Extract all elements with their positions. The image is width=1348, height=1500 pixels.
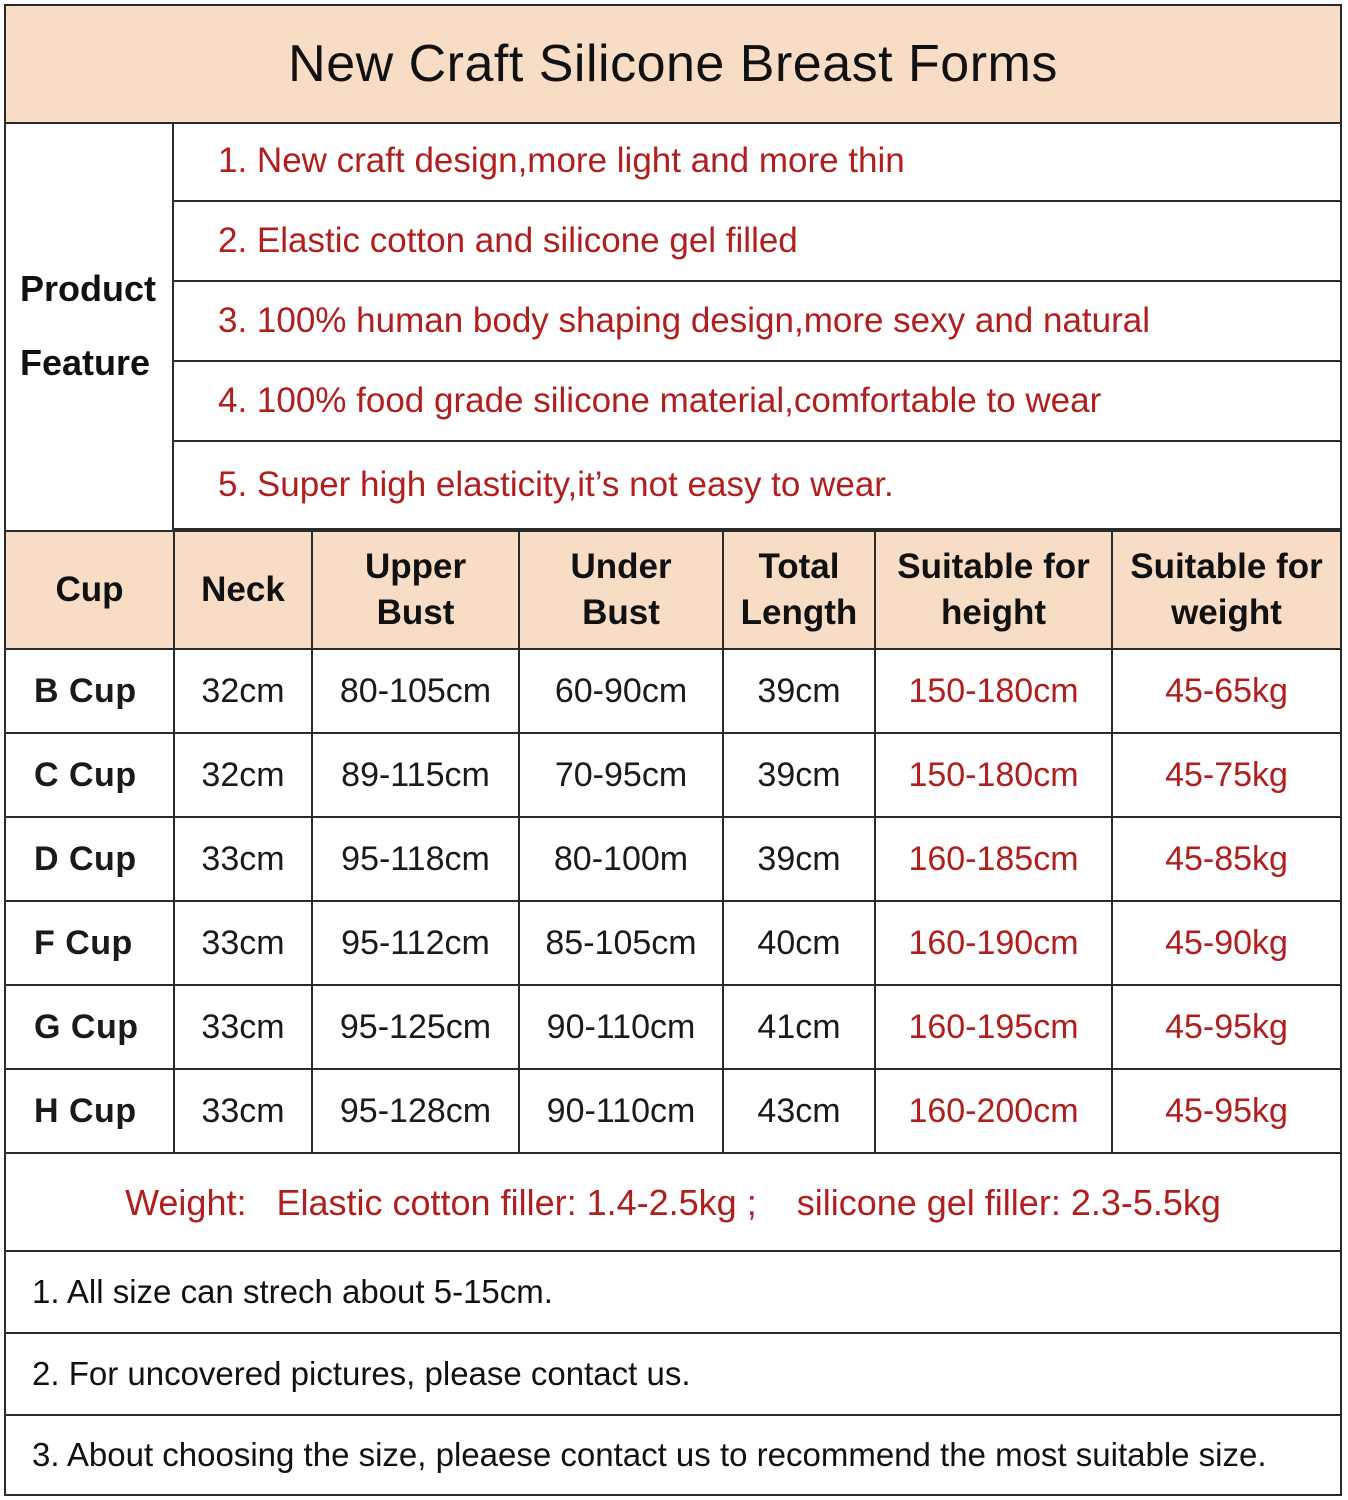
header-suitable-height	[875, 531, 1112, 649]
header-label: Bust	[582, 593, 660, 632]
cell-neck: 33cm	[174, 817, 312, 901]
page-title: New Craft Silicone Breast Forms	[6, 6, 1340, 124]
size-table	[6, 530, 1340, 1154]
size-chart	[4, 4, 1342, 1496]
cell-total-length: 39cm	[723, 733, 875, 817]
cell-height: 160-195cm	[875, 985, 1112, 1069]
cell-cup: F Cup	[6, 901, 174, 985]
table-header-row	[6, 531, 1340, 649]
cell-neck: 33cm	[174, 985, 312, 1069]
header-label: Upper	[364, 547, 467, 586]
header-label: Under	[570, 547, 672, 586]
feature-item: 2. Elastic cotton and silicone gel filled	[174, 202, 1340, 282]
cell-weight: 45-95kg	[1112, 1069, 1340, 1153]
cell-upper-bust: 80-105cm	[312, 649, 519, 733]
cell-height: 150-180cm	[875, 649, 1112, 733]
header-label: height	[941, 593, 1046, 632]
note-item: 3. About choosing the size, pleaese contact us to recommend the most suitable size.	[32, 1436, 1267, 1473]
cell-under-bust: 80-100m	[519, 817, 723, 901]
feature-label-line1: Product	[20, 268, 157, 309]
cell-cup: H Cup	[6, 1069, 174, 1153]
header-label: Suitable for	[1130, 547, 1323, 586]
table-row	[6, 1069, 1340, 1153]
cell-height: 160-185cm	[875, 817, 1112, 901]
feature-label-line2: Feature	[20, 342, 151, 383]
feature-list	[174, 122, 1340, 530]
cell-height: 160-190cm	[875, 901, 1112, 985]
cell-under-bust: 85-105cm	[519, 901, 723, 985]
feature-item: 3. 100% human body shaping design,more sexy and natural	[174, 282, 1340, 362]
cell-height: 150-180cm	[875, 733, 1112, 817]
table-row	[6, 649, 1340, 733]
cell-upper-bust: 95-128cm	[312, 1069, 519, 1153]
cell-weight: 45-65kg	[1112, 649, 1340, 733]
cell-cup: C Cup	[6, 733, 174, 817]
cell-weight: 45-90kg	[1112, 901, 1340, 985]
cell-under-bust: 90-110cm	[519, 1069, 723, 1153]
filler-weight-note: Weight: Elastic cotton filler: 1.4-2.5kg ; silicone gel filler: 2.3-5.5kg	[6, 1156, 1340, 1252]
cell-upper-bust: 95-125cm	[312, 985, 519, 1069]
cell-neck: 32cm	[174, 733, 312, 817]
table-row	[6, 817, 1340, 901]
cell-total-length: 40cm	[723, 901, 875, 985]
cell-cup: B Cup	[6, 649, 174, 733]
cell-under-bust: 70-95cm	[519, 733, 723, 817]
cell-weight: 45-85kg	[1112, 817, 1340, 901]
header-neck	[174, 531, 312, 649]
note-item: 1. All size can strech about 5-15cm.	[6, 1252, 1340, 1334]
header-label: Total	[758, 547, 840, 586]
header-total-length	[723, 531, 875, 649]
cell-cup: D Cup	[6, 817, 174, 901]
cell-under-bust: 60-90cm	[519, 649, 723, 733]
product-feature-label	[6, 122, 174, 530]
cell-total-length: 39cm	[723, 649, 875, 733]
note-item: 2. For uncovered pictures, please contact us.	[6, 1334, 1340, 1416]
cell-total-length: 41cm	[723, 985, 875, 1069]
feature-item: 5. Super high elasticity,it’s not easy to wear.	[174, 442, 1340, 530]
cell-neck: 33cm	[174, 1069, 312, 1153]
header-under-bust	[519, 531, 723, 649]
header-label: Length	[740, 593, 858, 632]
cell-upper-bust: 89-115cm	[312, 733, 519, 817]
header-cup	[6, 531, 174, 649]
feature-item: 4. 100% food grade silicone material,comfortable to wear	[174, 362, 1340, 442]
cell-height: 160-200cm	[875, 1069, 1112, 1153]
table-row	[6, 733, 1340, 817]
header-label: weight	[1171, 593, 1282, 632]
cell-upper-bust: 95-118cm	[312, 817, 519, 901]
cell-weight: 45-75kg	[1112, 733, 1340, 817]
table-row	[6, 985, 1340, 1069]
header-label: Bust	[376, 593, 455, 632]
cell-total-length: 39cm	[723, 817, 875, 901]
cell-upper-bust: 95-112cm	[312, 901, 519, 985]
cell-neck: 33cm	[174, 901, 312, 985]
header-label: Neck	[201, 570, 285, 609]
header-suitable-weight	[1112, 531, 1340, 649]
cell-weight: 45-95kg	[1112, 985, 1340, 1069]
cell-under-bust: 90-110cm	[519, 985, 723, 1069]
cell-total-length: 43cm	[723, 1069, 875, 1153]
cell-neck: 32cm	[174, 649, 312, 733]
cell-cup: G Cup	[6, 985, 174, 1069]
header-label: Suitable for	[897, 547, 1090, 586]
table-row	[6, 901, 1340, 985]
header-upper-bust	[312, 531, 519, 649]
header-label: Cup	[55, 570, 124, 609]
feature-item: 1. New craft design,more light and more thin	[174, 122, 1340, 202]
